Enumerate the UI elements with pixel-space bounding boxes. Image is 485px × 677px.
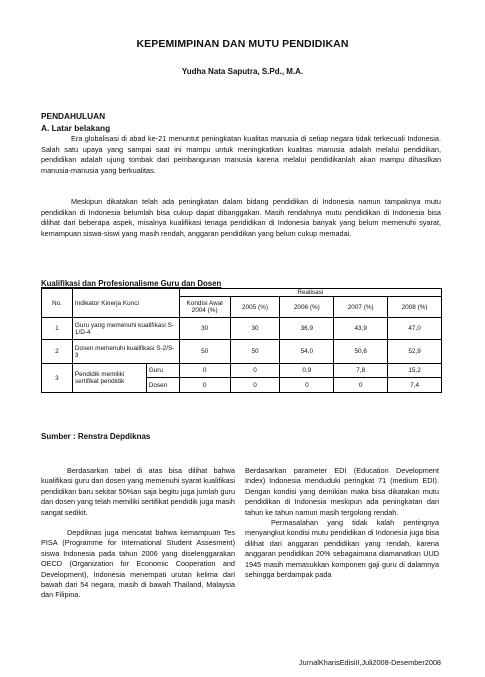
section-heading: PENDAHULUAN <box>41 111 106 121</box>
cell-2008: 7,4 <box>388 378 442 393</box>
cell-2007: 50,6 <box>334 340 388 364</box>
cell-baseline: 30 <box>179 318 230 340</box>
right-column <box>245 466 439 580</box>
cell-2005: 0 <box>230 378 280 393</box>
qualification-table <box>41 288 442 393</box>
paragraph-text: Depdiknas juga mencatat bahwa kemampuan Tes PISA (Programme for International Student Assesment) siswa Indonesia pada tahun 2006 yang diselenggarakan OECD (Organization for Economic Cooperation and Development), Indonesia menempati urutan kelima dari bawah dari 54 negara, masih di bawah Thailand, Malaysia dan Filipina. <box>41 528 235 600</box>
table-source: Sumber : Renstra Depdiknas <box>41 432 151 441</box>
paragraph-text: Meskipun dikatakan telah ada peningkatan dalam bidang pendidikan di Indonesia namun tampaknya mutu pendidikan di Indonesia belumlah bisa cukup dapat dibanggakan. Masih rendahnya mutu pendidikan di Indonesia bisa dilihat dari beberapa aspek, misalnya kualifikasi tenaga pendidikan di Indonesia banyak yang belum memenuhi syarat, kemampuan siswa-siswi yang masih rendah, anggaran pendidikan yang belum cukup memadai. <box>41 197 441 239</box>
cell-2005: 30 <box>230 318 280 340</box>
subsection-heading: A. Latar belakang <box>41 123 111 133</box>
row-indicator: Dosen memenuhi kualifikasi S-2/S-3 <box>72 340 179 364</box>
cell-2006: 0,9 <box>280 364 334 378</box>
article-title: KEPEMIMPINAN DAN MUTU PENDIDIKAN <box>136 38 349 50</box>
header-indicator: Indikator Kinerja Kunci <box>72 289 179 318</box>
cell-2005: 50 <box>230 340 280 364</box>
header-no: No. <box>42 289 73 318</box>
cell-baseline: 50 <box>179 340 230 364</box>
row-no: 1 <box>42 318 73 340</box>
row-indicator: Guru yang memenuhi kualifikasi S-1/D-4 <box>72 318 179 340</box>
intro-paragraph-1 <box>41 134 441 177</box>
table-title: Kualifikasi dan Profesionalisme Guru dan Dosen <box>41 279 222 288</box>
cell-baseline: 0 <box>179 378 230 393</box>
row-indicator: Pendidik memiliki sertifikat pendidik <box>72 364 146 393</box>
header-2006: 2006 (%) <box>280 297 334 318</box>
header-baseline: Kondisi Awal 2004 (%) <box>179 297 230 318</box>
cell-2008: 52,9 <box>388 340 442 364</box>
cell-2006: 54,0 <box>280 340 334 364</box>
header-2008: 2008 (%) <box>388 297 442 318</box>
cell-2008: 15,2 <box>388 364 442 378</box>
paragraph-text: Berdasarkan parameter EDI (Education Development Index) Indonesia menduduki peringkat 71 (medium EDI). Dengan kondisi yang demikian maka bisa dikatakan mutu pendidikan di Indonesia meskipun ada peningkatan dari tahun ke tahun namun masih tergolong rendah. <box>245 466 439 517</box>
intro-paragraph-2 <box>41 197 441 240</box>
row-subgroup: Dosen <box>146 378 179 393</box>
header-2007: 2007 (%) <box>334 297 388 318</box>
cell-baseline: 0 <box>179 364 230 378</box>
header-realisasi: Realisasi <box>179 289 441 297</box>
row-no: 3 <box>42 364 73 393</box>
cell-2006: 0 <box>280 378 334 393</box>
table-row <box>42 364 442 378</box>
cell-2006: 36,9 <box>280 318 334 340</box>
cell-2005: 0 <box>230 364 280 378</box>
header-2005: 2005 (%) <box>230 297 280 318</box>
cell-2008: 47,0 <box>388 318 442 340</box>
table-header-row <box>42 289 442 297</box>
row-no: 2 <box>42 340 73 364</box>
paragraph-text: Berdasarkan tabel di atas bisa dilihat bahwa kualifikasi guru dan dosen yang memenuhi syarat kualifikasi pendidikan baru sekitar 50%an saja begitu juga jumlah guru dan dosen yang telah memiliki sertifikat pendidik juga masih sangat sedikit. <box>41 466 235 517</box>
paragraph-text: Permasalahan yang tidak kalah pentingnya menyangkut kondisi mutu pendidikan di Indonesia juga bisa dilihat dari anggaran pendidikan yang rendah, karena anggaran pendidikan 20% sebagaimana diamanatkan UUD 1945 masih memasukkan komponen gaji guru di dalamnya sehingga berdampak pada <box>245 518 439 580</box>
journal-footer: JurnalKharisEdisiII,Juli2008-Desember2008 <box>299 658 441 667</box>
cell-2007: 0 <box>334 378 388 393</box>
table-row <box>42 340 442 364</box>
cell-2007: 43,9 <box>334 318 388 340</box>
left-column <box>41 466 235 601</box>
paragraph-text: Era globalisasi di abad ke-21 menuntut peningkatan kualitas manusia di setiap negara tidak terkecuali Indonesia. Salah satu upaya yang sampai saat ini mampu untuk meningkatkan kualitas manusia adalah melalui pendidikan, pendidikan adalah ujung tombak dari pembangunan manusia karena melalui pendidikanlah akan mampu dihasilkan manusia-manusia yang berkualitas. <box>41 134 441 176</box>
row-subgroup: Guru <box>146 364 179 378</box>
cell-2007: 7,8 <box>334 364 388 378</box>
author-name: Yudha Nata Saputra, S.Pd., M.A. <box>181 67 304 76</box>
table-row <box>42 318 442 340</box>
